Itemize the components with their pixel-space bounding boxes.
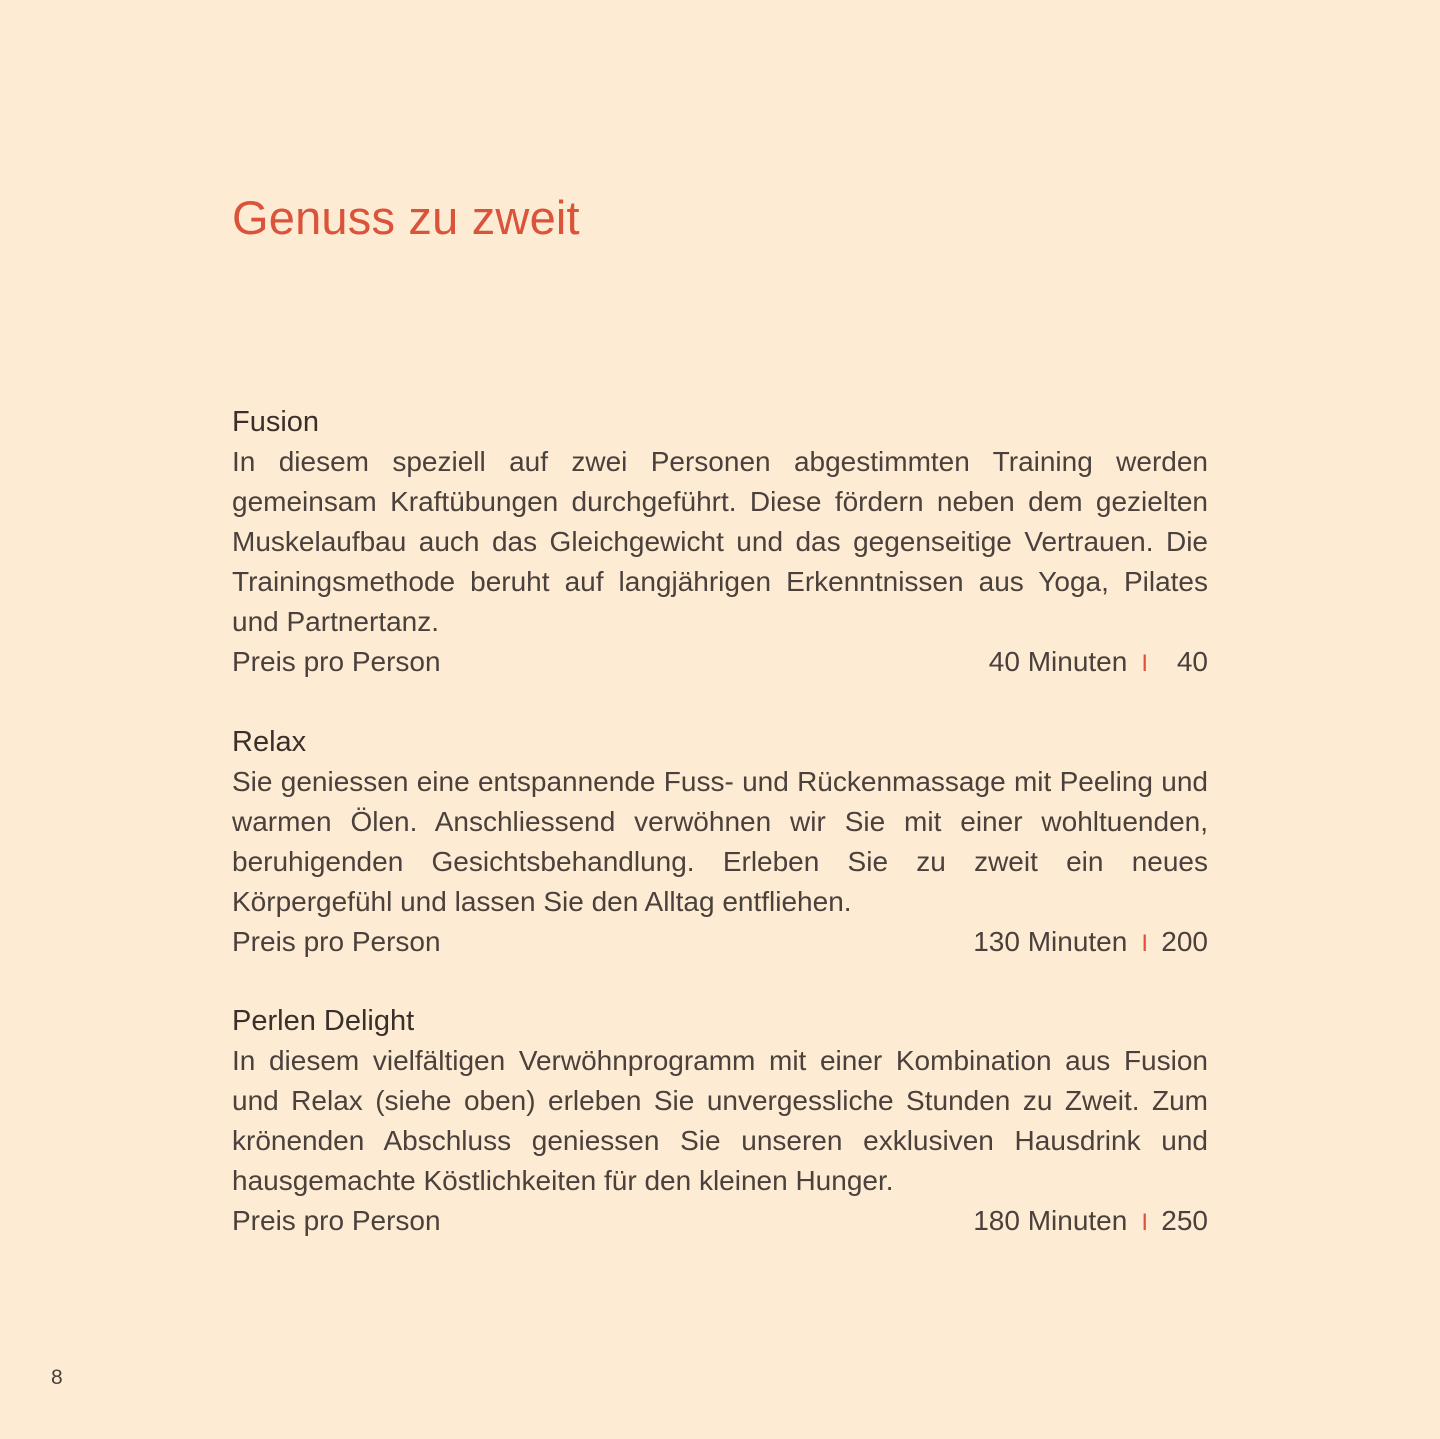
page-title: Genuss zu zweit (232, 191, 580, 244)
separator-bar: I (1141, 930, 1148, 957)
price-info (973, 1201, 1208, 1243)
separator-bar: I (1141, 650, 1148, 677)
service-description: In diesem vielfältigen Verwöhnprogramm mit einer Kombination aus Fusion und Relax (siehe oben) erleben Sie unvergessliche Stunden zu Zweit. Zum krönenden Abschluss geniessen Sie unseren exklusiven Hausdrink und hausgemachte Köstlichkeiten für den kleinen Hunger. (232, 1045, 1208, 1196)
price-label: Preis pro Person (232, 1205, 441, 1236)
price-info (989, 642, 1208, 684)
service-title: Relax (232, 726, 307, 758)
price-row (232, 922, 1208, 964)
service-perlen-delight (232, 1001, 1208, 1243)
service-title: Perlen Delight (232, 1005, 415, 1037)
service-relax (232, 722, 1208, 964)
duration: 180 Minuten (973, 1205, 1128, 1236)
service-title: Fusion (232, 406, 320, 438)
service-description: In diesem speziell auf zwei Personen abgestimmten Training werden gemeinsam Kraftübungen durchgeführt. Diese fördern neben dem gezielten Muskelaufbau auch das Gleichgewicht und das gegenseitige Vertrauen. Die Trainingsmethode beruht auf langjährigen Erkenntnissen aus Yoga, Pilates und Partnertanz. (232, 446, 1208, 637)
service-fusion (232, 402, 1208, 684)
separator-bar: I (1141, 1209, 1148, 1236)
price-value: 40 (1176, 646, 1208, 677)
duration: 40 Minuten (988, 646, 1128, 677)
price-label: Preis pro Person (232, 926, 441, 957)
price-value: 250 (1161, 1205, 1208, 1236)
service-description: Sie geniessen eine entspannende Fuss- und Rückenmassage mit Peeling und warmen Ölen. Anschliessend verwöhnen wir Sie mit einer wohltuenden, beruhigenden Gesichtsbehandlung. Erleben Sie zu zweit ein neues Körpergefühl und lassen Sie den Alltag entfliehen. (232, 766, 1208, 917)
duration: 130 Minuten (973, 926, 1128, 957)
price-value: 200 (1161, 926, 1208, 957)
price-row (232, 1201, 1208, 1243)
price-label: Preis pro Person (232, 646, 441, 677)
page-number: 8 (51, 1366, 63, 1389)
price-row (232, 642, 1208, 684)
price-info (973, 922, 1208, 964)
